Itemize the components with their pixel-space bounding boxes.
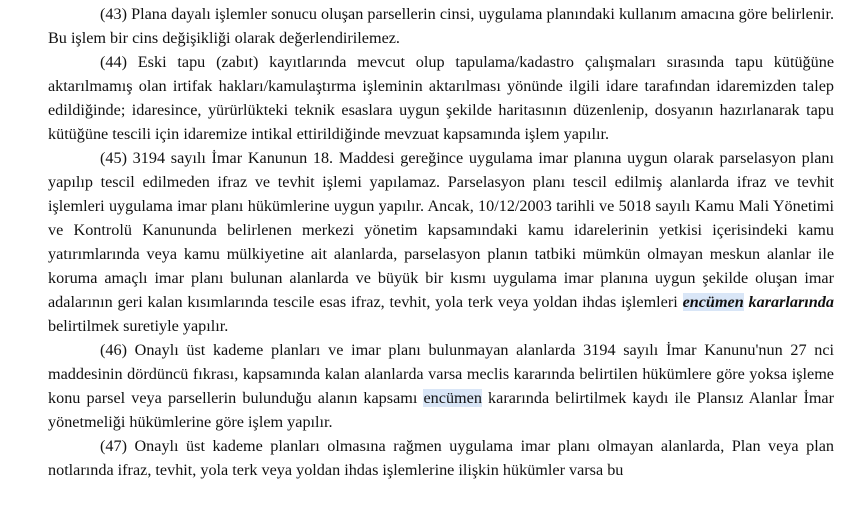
document-body: [48, 2, 834, 482]
paragraph-text: (44) Eski tapu (zabıt) kayıtlarında mevcut olup tapulama/kadastro çalışmaları sırasında tapu kütüğüne aktarılmamış olan irtifak hakları/kamulaştırma işleminin aktarılması yönünde ilgili idare tarafından idaremizden talep edildiğinde; idaresince, yürürlükteki teknik esaslara uygun şekilde haritasının düzenlenip, dosyanın hazırlanarak tapu kütüğüne tescili için idaremize intikal ettirildiğinde mevzuat kapsamında işlem yapılır.: [48, 53, 834, 143]
paragraph-text: (46) Onaylı üst kademe planları ve imar planı bulunmayan alanlarda 3194 sayılı İmar Kanunu'nun 27 nci maddesinin dördüncü fıkrası, kapsamında kalan alanlarda varsa meclis kararında belirtilen hükümlere göre yoksa işleme konu parsel veya parsellerin bulunduğu alanın kapsamı: [48, 341, 834, 407]
emphasized-text: kararlarında: [743, 293, 834, 311]
search-highlight: encümen: [682, 293, 744, 311]
paragraph-text-end: kararında belirtilmek kaydı ile Plansız Alanlar İmar yönetmeliği hükümlerine göre işlem yapılır.: [48, 389, 834, 431]
paragraph-text: (45) 3194 sayılı İmar Kanunun 18. Maddesi gereğince uygulama imar planına uygun olarak parselasyon planı yapılıp tescil edilmeden ifraz ve tevhit işlemi yapılamaz. Parselasyon planı tescil edilmiş alanlarda ifraz ve tevhit işlemleri uygulama imar planı hükümlerine uygun yapılır. Ancak, 10/12/2003 tarihli ve 5018 sayılı Kamu Mali Yönetimi ve Kontrolü Kanununda belirlenen merkezi yönetim kapsamındaki kamu idarelerinin yetkisi içerisindeki kamu yatırımlarında veya kamu mülkiyetine ait alanlarda, parselasyon planın tatbiki mümkün olmayan meskun alanlar ile koruma amaçlı imar planı bulunan alanlarda ve büyük bir kısmı uygulama imar planına uygun şekilde oluşan imar adalarının geri kalan kısımlarında tescile esas ifraz, tevhit, yola terk veya yoldan ihdas işlemleri: [48, 149, 834, 311]
search-highlight: encümen: [423, 389, 482, 407]
paragraph-text-end: belirtilmek suretiyle yapılır.: [48, 317, 229, 335]
paragraph-text: (47) Onaylı üst kademe planları olmasına rağmen uygulama imar planı olmayan alanlarda, Plan veya plan notlarında ifraz, tevhit, yola terk veya yoldan ihdas işlemlerine ilişkin hükümler varsa bu: [48, 437, 834, 479]
emphasized-phrase: [683, 293, 834, 311]
paragraph-44: [48, 50, 834, 146]
paragraph-46: [48, 338, 834, 434]
paragraph-45: [48, 146, 834, 338]
paragraph-text: (43) Plana dayalı işlemler sonucu oluşan parsellerin cinsi, uygulama planındaki kullanım amacına göre belirlenir. Bu işlem bir cins değişikliği olarak değerlendirilemez.: [48, 5, 834, 47]
paragraph-47: [48, 434, 834, 482]
paragraph-43: [48, 2, 834, 50]
